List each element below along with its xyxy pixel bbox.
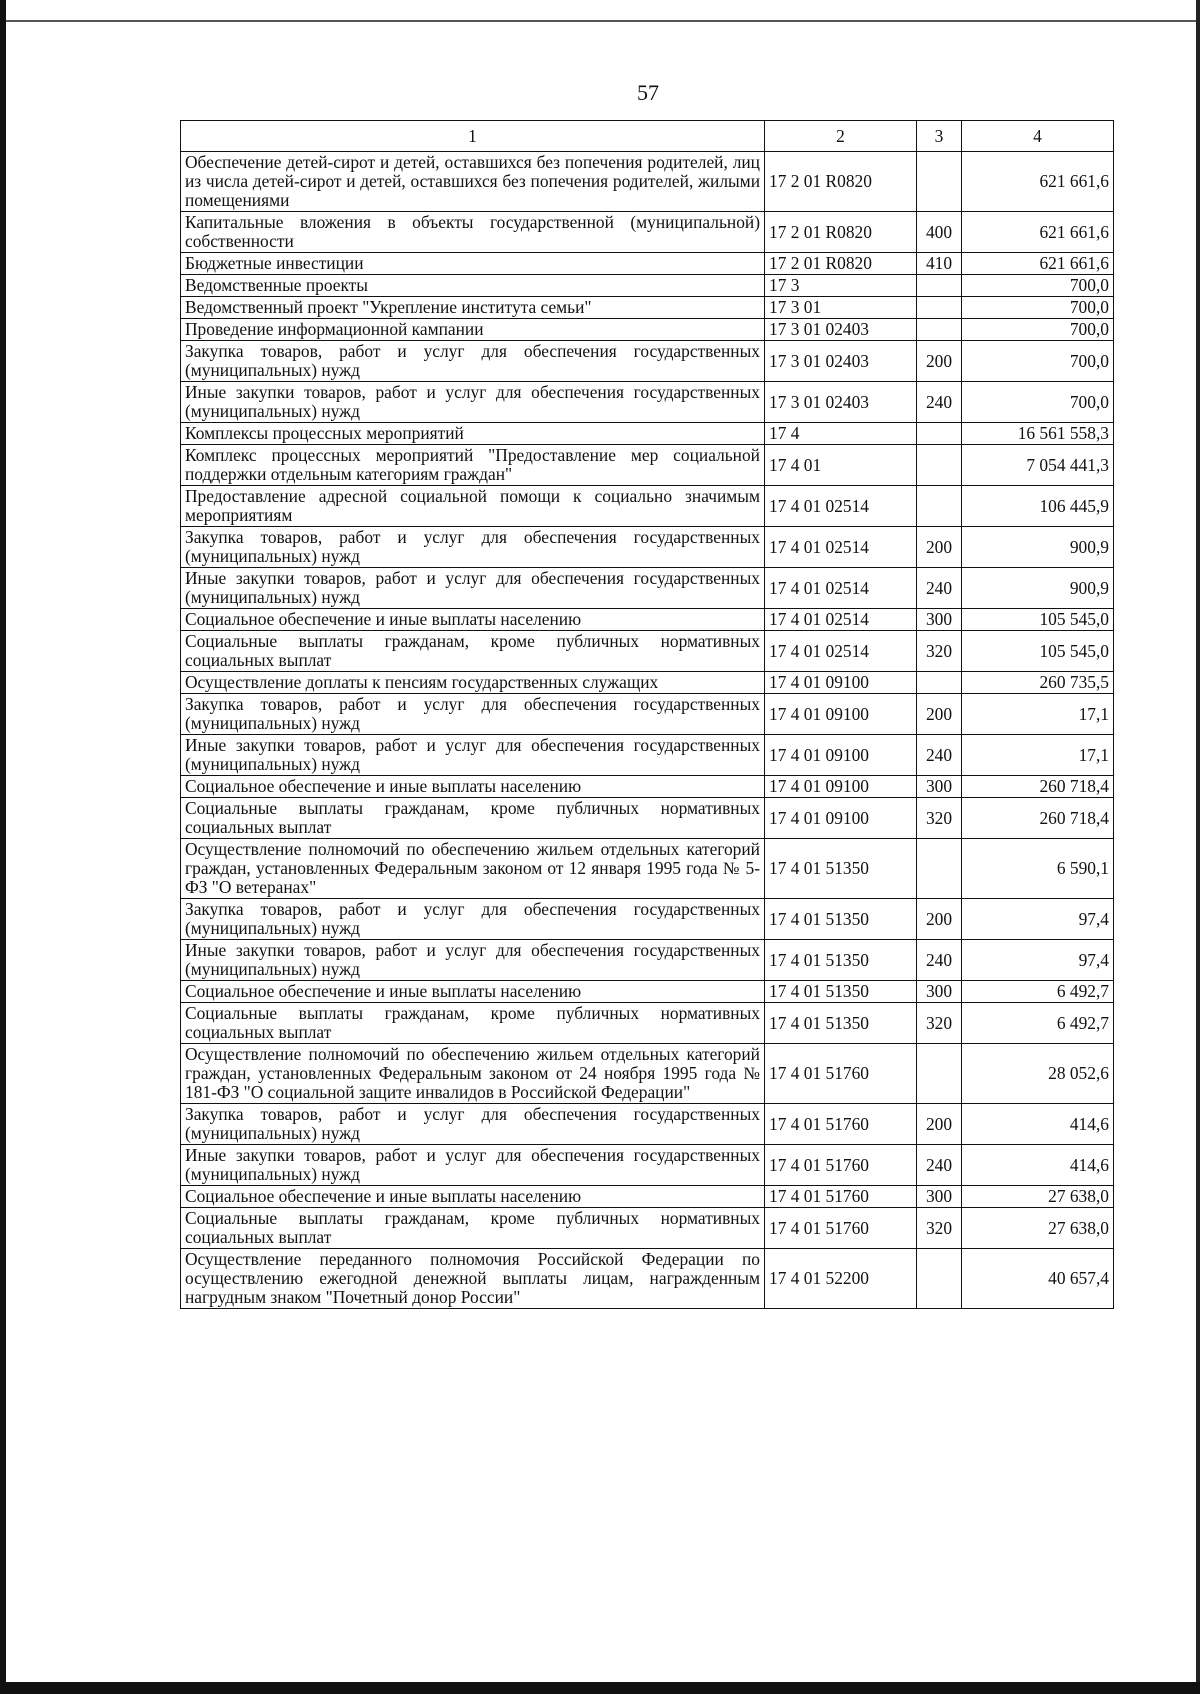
row-expense-type-cell [917, 152, 962, 212]
table-row [181, 940, 1114, 981]
row-name-cell: Бюджетные инвестиции [181, 253, 765, 275]
table-row [181, 445, 1114, 486]
row-amount-cell: 16 561 558,3 [962, 423, 1114, 445]
row-expense-type-cell: 240 [917, 735, 962, 776]
row-name-cell: Социальные выплаты гражданам, кроме публичных нормативных социальных выплат [181, 798, 765, 839]
row-code-cell: 17 2 01 R0820 [765, 152, 917, 212]
row-name-cell: Социальные выплаты гражданам, кроме публичных нормативных социальных выплат [181, 1003, 765, 1044]
table-row [181, 568, 1114, 609]
table-row [181, 609, 1114, 631]
row-name-cell: Иные закупки товаров, работ и услуг для обеспечения государственных (муниципальных) нужд [181, 1145, 765, 1186]
row-expense-type-cell: 410 [917, 253, 962, 275]
row-expense-type-cell: 320 [917, 798, 962, 839]
table-row [181, 486, 1114, 527]
row-amount-cell: 260 718,4 [962, 776, 1114, 798]
row-name-cell: Иные закупки товаров, работ и услуг для обеспечения государственных (муниципальных) нужд [181, 735, 765, 776]
row-amount-cell: 40 657,4 [962, 1249, 1114, 1309]
row-amount-cell: 621 661,6 [962, 152, 1114, 212]
table-row [181, 1003, 1114, 1044]
row-amount-cell: 105 545,0 [962, 631, 1114, 672]
row-name-cell: Осуществление переданного полномочия Российской Федерации по осуществлению ежегодной денежной выплаты лицам, награжденным нагрудным знаком "Почетный донор России" [181, 1249, 765, 1309]
row-amount-cell: 6 492,7 [962, 981, 1114, 1003]
row-amount-cell: 700,0 [962, 341, 1114, 382]
table-row [181, 776, 1114, 798]
row-expense-type-cell: 200 [917, 341, 962, 382]
row-code-cell: 17 3 01 02403 [765, 341, 917, 382]
row-amount-cell: 621 661,6 [962, 212, 1114, 253]
row-expense-type-cell: 300 [917, 981, 962, 1003]
row-code-cell: 17 4 01 09100 [765, 798, 917, 839]
row-name-cell: Осуществление доплаты к пенсиям государственных служащих [181, 672, 765, 694]
row-name-cell: Закупка товаров, работ и услуг для обеспечения государственных (муниципальных) нужд [181, 341, 765, 382]
row-expense-type-cell: 300 [917, 609, 962, 631]
row-expense-type-cell: 200 [917, 899, 962, 940]
row-name-cell: Проведение информационной кампании [181, 319, 765, 341]
row-name-cell: Закупка товаров, работ и услуг для обеспечения государственных (муниципальных) нужд [181, 527, 765, 568]
row-code-cell: 17 4 01 02514 [765, 527, 917, 568]
row-expense-type-cell [917, 275, 962, 297]
row-code-cell: 17 4 01 51760 [765, 1044, 917, 1104]
table-row [181, 152, 1114, 212]
scan-edge-right [1196, 0, 1200, 1694]
header-row [181, 121, 1114, 152]
row-expense-type-cell [917, 423, 962, 445]
row-expense-type-cell [917, 319, 962, 341]
row-code-cell: 17 4 01 51350 [765, 981, 917, 1003]
row-expense-type-cell: 240 [917, 1145, 962, 1186]
row-amount-cell: 7 054 441,3 [962, 445, 1114, 486]
row-expense-type-cell [917, 672, 962, 694]
row-code-cell: 17 4 01 09100 [765, 735, 917, 776]
row-name-cell: Предоставление адресной социальной помощи к социально значимым мероприятиям [181, 486, 765, 527]
row-amount-cell: 700,0 [962, 275, 1114, 297]
header-col-2: 2 [765, 121, 917, 152]
row-name-cell: Иные закупки товаров, работ и услуг для обеспечения государственных (муниципальных) нужд [181, 382, 765, 423]
table-row [181, 253, 1114, 275]
table-row [181, 981, 1114, 1003]
row-name-cell: Социальные выплаты гражданам, кроме публичных нормативных социальных выплат [181, 1208, 765, 1249]
header-col-3: 3 [917, 121, 962, 152]
row-expense-type-cell: 320 [917, 1003, 962, 1044]
row-expense-type-cell: 300 [917, 776, 962, 798]
row-expense-type-cell: 240 [917, 382, 962, 423]
row-name-cell: Иные закупки товаров, работ и услуг для обеспечения государственных (муниципальных) нужд [181, 940, 765, 981]
row-name-cell: Закупка товаров, работ и услуг для обеспечения государственных (муниципальных) нужд [181, 1104, 765, 1145]
row-expense-type-cell [917, 1249, 962, 1309]
row-code-cell: 17 4 01 09100 [765, 776, 917, 798]
row-amount-cell: 260 735,5 [962, 672, 1114, 694]
row-name-cell: Социальное обеспечение и иные выплаты населению [181, 609, 765, 631]
scan-top-line [6, 20, 1196, 22]
row-name-cell: Осуществление полномочий по обеспечению жильем отдельных категорий граждан, установленных Федеральным законом от 24 ноября 1995 года № 181-ФЗ "О социальной защите инвалидов в Российской Федерации" [181, 1044, 765, 1104]
row-amount-cell: 900,9 [962, 527, 1114, 568]
row-code-cell: 17 4 01 09100 [765, 672, 917, 694]
row-code-cell: 17 4 01 51350 [765, 940, 917, 981]
table-row [181, 839, 1114, 899]
table-row [181, 212, 1114, 253]
header-col-1: 1 [181, 121, 765, 152]
page-number: 57 [637, 80, 659, 105]
row-code-cell: 17 4 01 09100 [765, 694, 917, 735]
row-amount-cell: 700,0 [962, 319, 1114, 341]
row-code-cell: 17 2 01 R0820 [765, 212, 917, 253]
row-amount-cell: 17,1 [962, 735, 1114, 776]
row-code-cell: 17 4 01 51760 [765, 1104, 917, 1145]
row-expense-type-cell: 240 [917, 940, 962, 981]
table-row [181, 297, 1114, 319]
row-code-cell: 17 4 01 [765, 445, 917, 486]
row-code-cell: 17 4 01 51350 [765, 899, 917, 940]
table-header [181, 121, 1114, 152]
row-expense-type-cell: 200 [917, 1104, 962, 1145]
row-name-cell: Ведомственные проекты [181, 275, 765, 297]
row-name-cell: Обеспечение детей-сирот и детей, оставшихся без попечения родителей, лиц из числа детей-сирот и детей, оставшихся без попечения родителей, жилыми помещениями [181, 152, 765, 212]
table-row [181, 1044, 1114, 1104]
row-code-cell: 17 3 01 02403 [765, 382, 917, 423]
row-expense-type-cell [917, 1044, 962, 1104]
row-expense-type-cell [917, 297, 962, 319]
row-expense-type-cell [917, 839, 962, 899]
row-amount-cell: 97,4 [962, 940, 1114, 981]
row-code-cell: 17 4 01 02514 [765, 568, 917, 609]
row-amount-cell: 6 590,1 [962, 839, 1114, 899]
table-row [181, 1104, 1114, 1145]
row-code-cell: 17 2 01 R0820 [765, 253, 917, 275]
scan-edge-left [0, 0, 6, 1694]
table-row [181, 319, 1114, 341]
row-amount-cell: 621 661,6 [962, 253, 1114, 275]
table-row [181, 1186, 1114, 1208]
row-amount-cell: 700,0 [962, 382, 1114, 423]
row-code-cell: 17 3 01 [765, 297, 917, 319]
table-row [181, 1145, 1114, 1186]
row-amount-cell: 27 638,0 [962, 1186, 1114, 1208]
row-name-cell: Ведомственный проект "Укрепление института семьи" [181, 297, 765, 319]
row-amount-cell: 28 052,6 [962, 1044, 1114, 1104]
row-expense-type-cell: 200 [917, 527, 962, 568]
row-amount-cell: 106 445,9 [962, 486, 1114, 527]
row-amount-cell: 700,0 [962, 297, 1114, 319]
row-code-cell: 17 3 01 02403 [765, 319, 917, 341]
table-row [181, 1208, 1114, 1249]
row-expense-type-cell: 300 [917, 1186, 962, 1208]
row-amount-cell: 6 492,7 [962, 1003, 1114, 1044]
row-expense-type-cell [917, 486, 962, 527]
row-name-cell: Комплекс процессных мероприятий "Предоставление мер социальной поддержки отдельным категориям граждан" [181, 445, 765, 486]
row-name-cell: Закупка товаров, работ и услуг для обеспечения государственных (муниципальных) нужд [181, 694, 765, 735]
row-amount-cell: 414,6 [962, 1104, 1114, 1145]
table-row [181, 899, 1114, 940]
row-code-cell: 17 4 01 51760 [765, 1186, 917, 1208]
table-row [181, 672, 1114, 694]
row-amount-cell: 17,1 [962, 694, 1114, 735]
row-code-cell: 17 4 01 51350 [765, 839, 917, 899]
table-row [181, 423, 1114, 445]
row-code-cell: 17 4 01 52200 [765, 1249, 917, 1309]
table-row [181, 694, 1114, 735]
row-expense-type-cell: 240 [917, 568, 962, 609]
row-name-cell: Иные закупки товаров, работ и услуг для обеспечения государственных (муниципальных) нужд [181, 568, 765, 609]
scan-edge-bottom [0, 1682, 1200, 1694]
row-expense-type-cell: 320 [917, 631, 962, 672]
row-name-cell: Комплексы процессных мероприятий [181, 423, 765, 445]
row-name-cell: Социальные выплаты гражданам, кроме публичных нормативных социальных выплат [181, 631, 765, 672]
row-code-cell: 17 4 01 51350 [765, 1003, 917, 1044]
row-name-cell: Осуществление полномочий по обеспечению жильем отдельных категорий граждан, установленных Федеральным законом от 12 января 1995 года № 5-ФЗ "О ветеранах" [181, 839, 765, 899]
row-expense-type-cell: 320 [917, 1208, 962, 1249]
table-row [181, 341, 1114, 382]
row-name-cell: Закупка товаров, работ и услуг для обеспечения государственных (муниципальных) нужд [181, 899, 765, 940]
budget-table [180, 120, 1114, 1309]
row-amount-cell: 97,4 [962, 899, 1114, 940]
table-row [181, 275, 1114, 297]
row-expense-type-cell: 200 [917, 694, 962, 735]
row-code-cell: 17 4 01 02514 [765, 609, 917, 631]
row-name-cell: Капитальные вложения в объекты государственной (муниципальной) собственности [181, 212, 765, 253]
table-row [181, 1249, 1114, 1309]
row-name-cell: Социальное обеспечение и иные выплаты населению [181, 776, 765, 798]
row-name-cell: Социальное обеспечение и иные выплаты населению [181, 981, 765, 1003]
table-row [181, 631, 1114, 672]
row-amount-cell: 105 545,0 [962, 609, 1114, 631]
row-expense-type-cell: 400 [917, 212, 962, 253]
row-code-cell: 17 3 [765, 275, 917, 297]
header-col-4: 4 [962, 121, 1114, 152]
table-body [181, 152, 1114, 1309]
row-amount-cell: 900,9 [962, 568, 1114, 609]
row-code-cell: 17 4 01 02514 [765, 486, 917, 527]
row-code-cell: 17 4 01 51760 [765, 1145, 917, 1186]
row-code-cell: 17 4 01 51760 [765, 1208, 917, 1249]
row-amount-cell: 27 638,0 [962, 1208, 1114, 1249]
row-amount-cell: 414,6 [962, 1145, 1114, 1186]
row-amount-cell: 260 718,4 [962, 798, 1114, 839]
row-code-cell: 17 4 01 02514 [765, 631, 917, 672]
table-row [181, 527, 1114, 568]
table-row [181, 735, 1114, 776]
row-expense-type-cell [917, 445, 962, 486]
row-code-cell: 17 4 [765, 423, 917, 445]
table-row [181, 382, 1114, 423]
row-name-cell: Социальное обеспечение и иные выплаты населению [181, 1186, 765, 1208]
table-row [181, 798, 1114, 839]
